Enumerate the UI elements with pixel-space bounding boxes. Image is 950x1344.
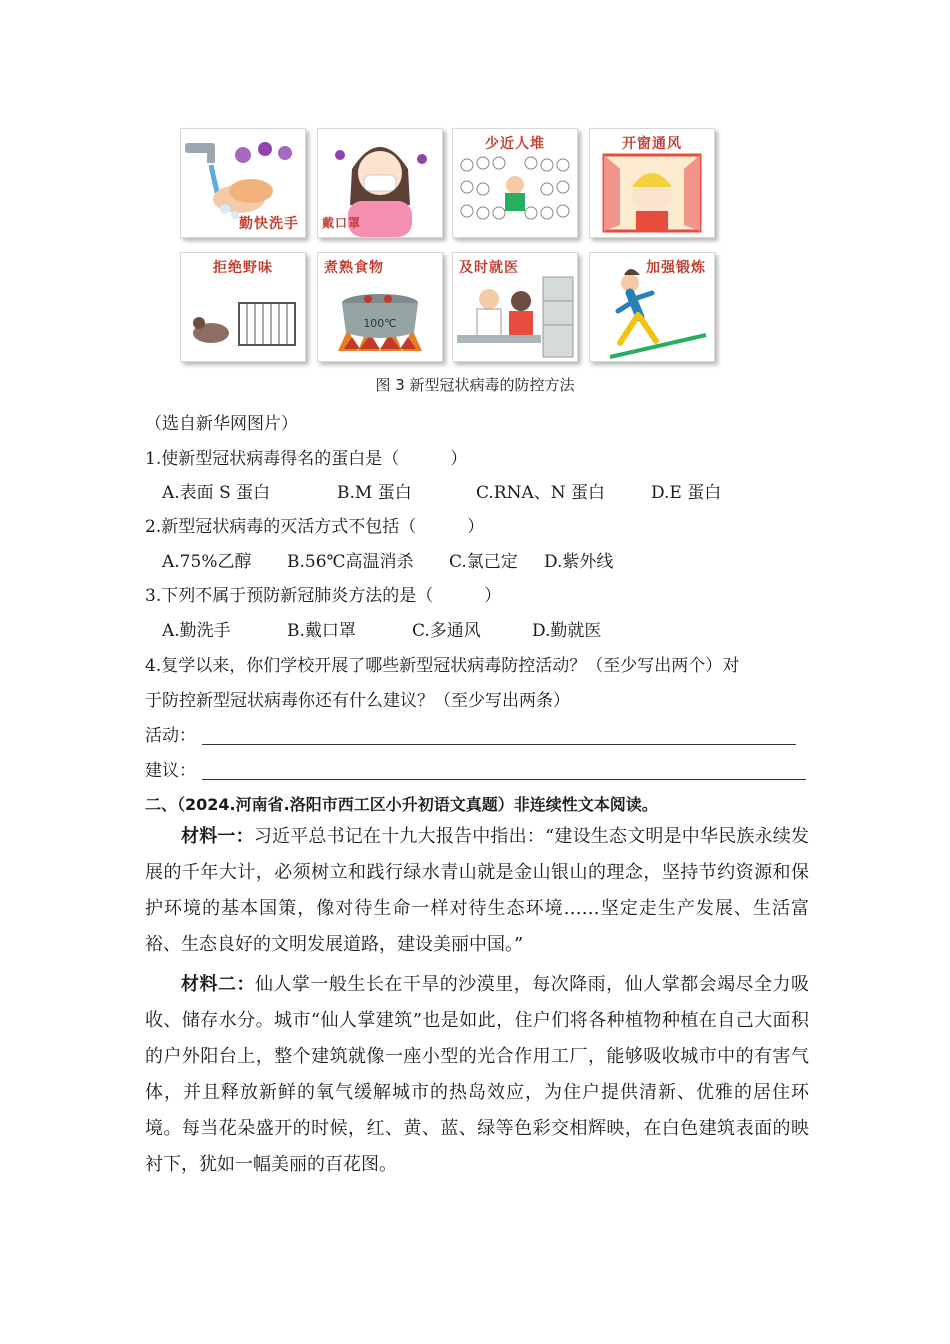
q3-option-a: A.勤洗手 <box>162 621 231 641</box>
question-1-stem: 1.使新型冠状病毒得名的蛋白是（ ） <box>145 449 468 469</box>
question-4-line-1: 4.复学以来，你们学校开展了哪些新型冠状病毒防控活动？（至少写出两个）对 <box>145 656 740 676</box>
tile-label: 拒绝野味 <box>213 260 273 276</box>
q3-option-c: C.多通风 <box>412 621 481 641</box>
tile-crowd <box>452 128 578 238</box>
q1-option-a: A.表面 S 蛋白 <box>162 483 271 503</box>
material-2-text: 仙人掌一般生长在干旱的沙漠里，每次降雨，仙人掌都会竭尽全力吸收、储存水分。城市“仙人掌建筑”也是如此，住户们将各种植物种植在自己大面积的户外阳台上，整个建筑就像一座小型的光合作用工厂，能够吸收城市中的有害气体，并且释放新鲜的氧气缓解城市的热岛效应，为住户提供清新、优雅的居住环境。每当花朵盛开的时候，红、黄、蓝、绿等色彩交相辉映，在白色建筑表面的映衬下，犹如一幅美丽的百花图。 <box>145 974 810 1175</box>
question-3-stem: 3.下列不属于预防新冠肺炎方法的是（ ） <box>145 586 502 606</box>
tile-cook-food <box>317 252 443 362</box>
q1-option-d: D.E 蛋白 <box>651 483 722 503</box>
tile-ventilation <box>589 128 715 238</box>
q3-option-d: D.勤就医 <box>532 621 602 641</box>
q2-option-a: A.75%乙醇 <box>162 552 252 572</box>
material-1-paragraph <box>145 819 809 963</box>
suggestion-answer-line[interactable] <box>202 779 806 780</box>
tile-label: 开窗通风 <box>622 136 682 152</box>
material-2-paragraph <box>145 967 809 1183</box>
material-2-label: 材料二： <box>181 974 255 995</box>
pot-temperature-label: 100℃ <box>363 317 397 330</box>
tile-see-doctor <box>452 252 578 362</box>
tile-exercise <box>589 252 715 362</box>
material-1-text: 习近平总书记在十九大报告中指出：“建设生态文明是中华民族永续发展的千年大计，必须树立和践行绿水青山就是金山银山的理念，坚持节约资源和保护环境的基本国策，像对待生命一样对待生态环境……坚定走生产发展、生活富裕、生态良好的文明发展道路，建设美丽中国。” <box>145 826 810 955</box>
q1-option-c: C.RNA、N 蛋白 <box>476 483 606 503</box>
question-2-stem: 2.新型冠状病毒的灭活方式不包括（ ） <box>145 517 485 537</box>
suggestion-label: 建议： <box>145 761 196 781</box>
tile-label: 煮熟食物 <box>324 260 384 276</box>
tile-mask <box>317 128 443 238</box>
q2-option-b: B.56℃高温消杀 <box>287 552 414 572</box>
material-1-label: 材料一： <box>181 826 254 847</box>
activity-label: 活动： <box>145 726 196 746</box>
tile-label: 勤快洗手 <box>239 216 299 232</box>
tile-label: 及时就医 <box>459 260 519 276</box>
q2-option-c: C.氯己定 <box>449 552 518 572</box>
question-4-line-2: 于防控新型冠状病毒你还有什么建议？（至少写出两条） <box>145 691 570 711</box>
figure-caption: 图 3 新型冠状病毒的防控方法 <box>375 376 575 394</box>
tile-label: 少近人堆 <box>485 136 545 152</box>
tile-label: 加强锻炼 <box>646 260 706 276</box>
section-2-title: 二、（2024.河南省.洛阳市西工区小升初语文真题）非连续性文本阅读。 <box>145 795 658 814</box>
activity-answer-line[interactable] <box>202 744 796 745</box>
prevention-figure <box>180 128 715 368</box>
q1-option-b: B.M 蛋白 <box>337 483 412 503</box>
tile-wash-hands <box>180 128 306 238</box>
tile-label: 戴口罩 <box>322 216 362 230</box>
source-note: （选自新华网图片） <box>145 414 298 434</box>
q3-option-b: B.戴口罩 <box>287 621 356 641</box>
tile-no-wild-game <box>180 252 306 362</box>
q2-option-d: D.紫外线 <box>544 552 614 572</box>
